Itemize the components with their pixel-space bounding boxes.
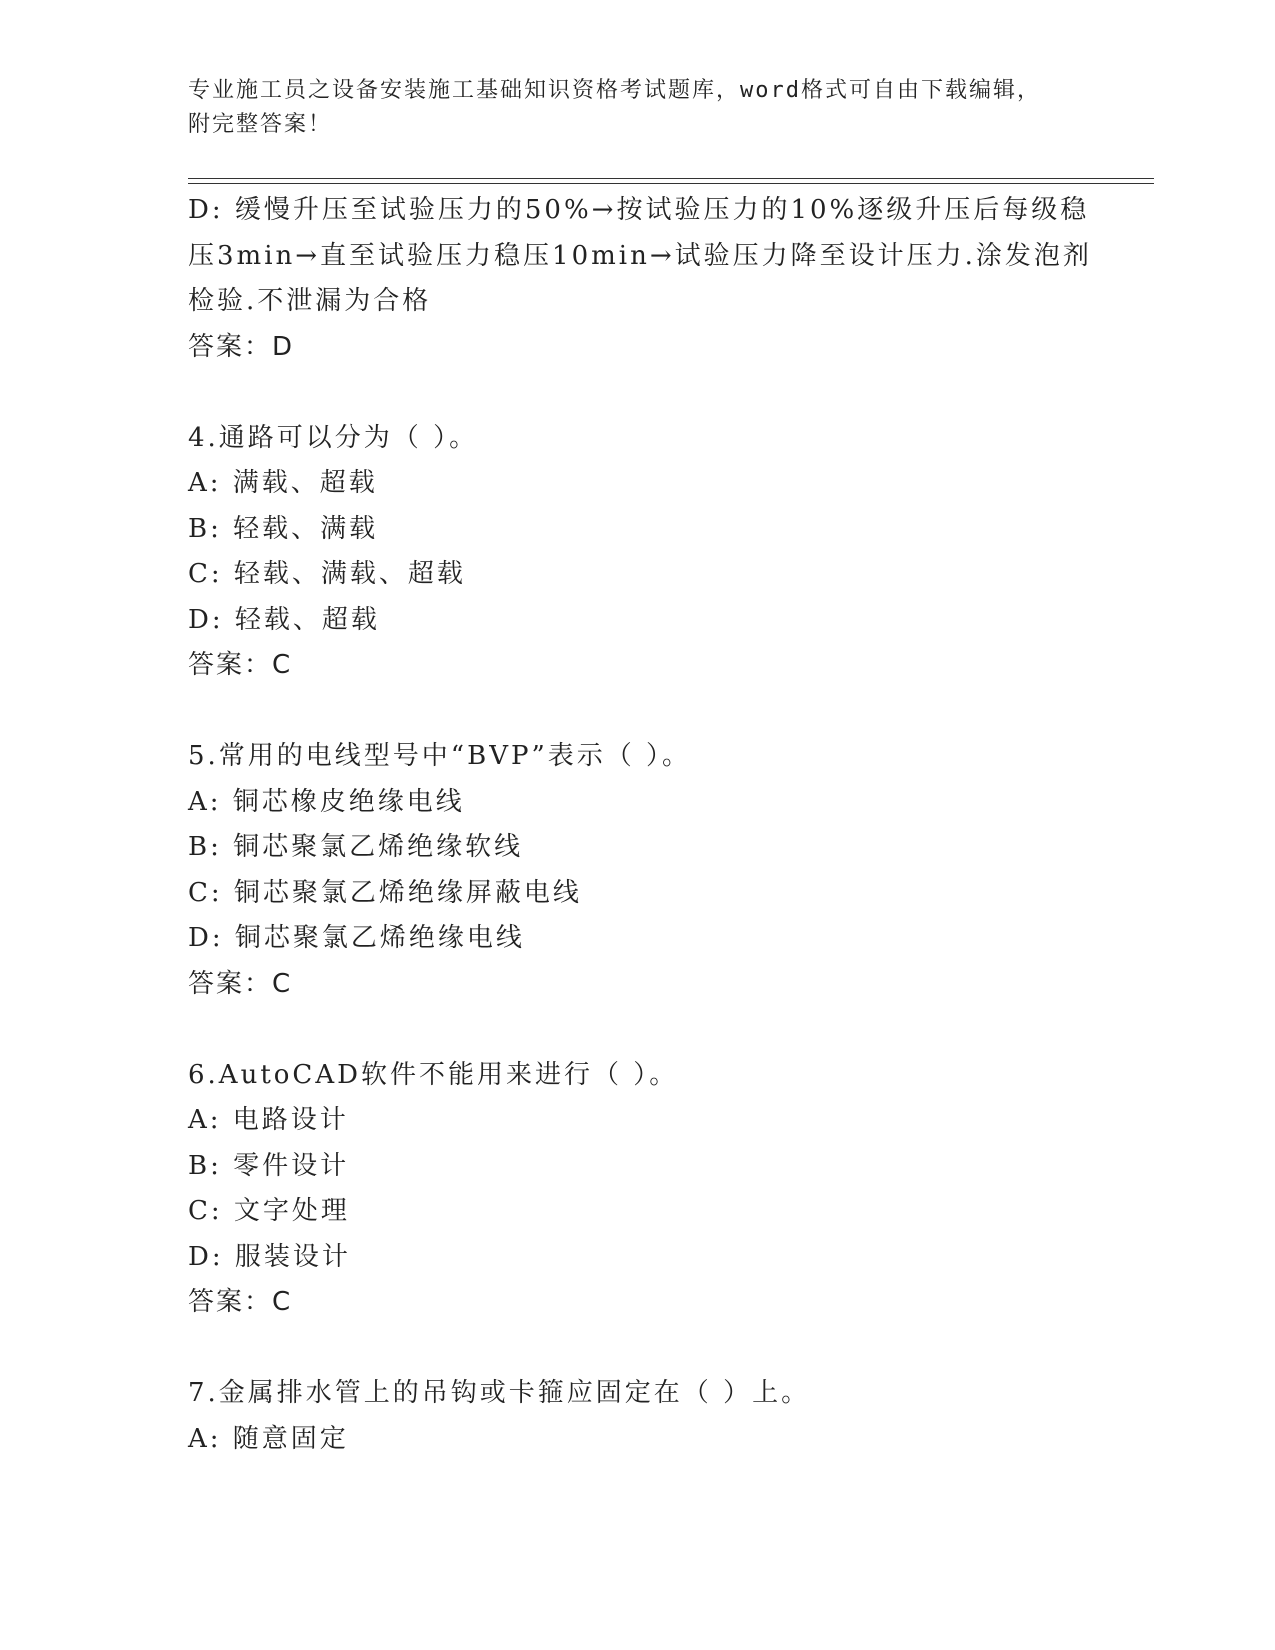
option-c: C: 铜芯聚氯乙烯绝缘屏蔽电线: [188, 877, 582, 908]
answer-line: 答案：C: [188, 1287, 293, 1317]
option-line: 压3min→直至试验压力稳压10min→试验压力降至设计压力.涂发泡剂: [188, 240, 1092, 271]
option-a: A: 随意固定: [188, 1423, 349, 1454]
answer-line: 答案：C: [188, 968, 293, 999]
option-a: A: 电路设计: [188, 1105, 349, 1135]
spacer: [188, 689, 1088, 735]
question-stem: 7.金属排水管上的吊钩或卡箍应固定在（ ）上。: [188, 1378, 811, 1408]
spacer: [188, 1007, 1088, 1053]
question-stem: 4.通路可以分为（ ）。: [188, 422, 479, 453]
question-stem: 6.AutoCAD软件不能用来进行（ ）。: [188, 1059, 679, 1090]
option-c: C: 文字处理: [188, 1196, 350, 1226]
question-5: [188, 734, 1088, 1007]
spacer: [188, 1326, 1088, 1372]
question-6: [188, 1053, 1088, 1326]
question-7: [188, 1371, 1088, 1462]
option-a: A: 铜芯橡皮绝缘电线: [188, 786, 465, 817]
header-line-1: 专业施工员之设备安装施工基础知识资格考试题库，word格式可自由下载编辑，: [188, 78, 1041, 103]
option-b: B: 轻载、满载: [188, 513, 379, 544]
spacer: [188, 370, 1088, 416]
document-header: [188, 74, 1088, 142]
option-d: D: 轻载、超载: [188, 604, 380, 635]
header-line-2: 附完整答案！: [188, 112, 333, 137]
question-4: [188, 416, 1088, 689]
carryover-question: [188, 188, 1092, 370]
option-c: C: 轻载、满载、超载: [188, 559, 466, 589]
option-a: A: 满载、超载: [188, 468, 378, 498]
answer-line: 答案：C: [188, 650, 293, 680]
option-b: B: 铜芯聚氯乙烯绝缘软线: [188, 832, 524, 862]
document-body: [188, 188, 1092, 1462]
answer-line: 答案：D: [188, 331, 295, 362]
option-d: D: 服装设计: [188, 1241, 351, 1272]
option-d: D: 铜芯聚氯乙烯绝缘电线: [188, 923, 525, 953]
option-line: 检验.不泄漏为合格: [188, 286, 432, 316]
header-divider-bottom: [188, 183, 1154, 184]
option-b: B: 零件设计: [188, 1150, 350, 1181]
header-divider-top: [188, 178, 1154, 179]
question-stem: 5.常用的电线型号中“BVP”表示（ ）。: [188, 741, 692, 771]
option-line: D: 缓慢升压至试验压力的50%→按试验压力的10%逐级升压后每级稳: [188, 195, 1090, 225]
